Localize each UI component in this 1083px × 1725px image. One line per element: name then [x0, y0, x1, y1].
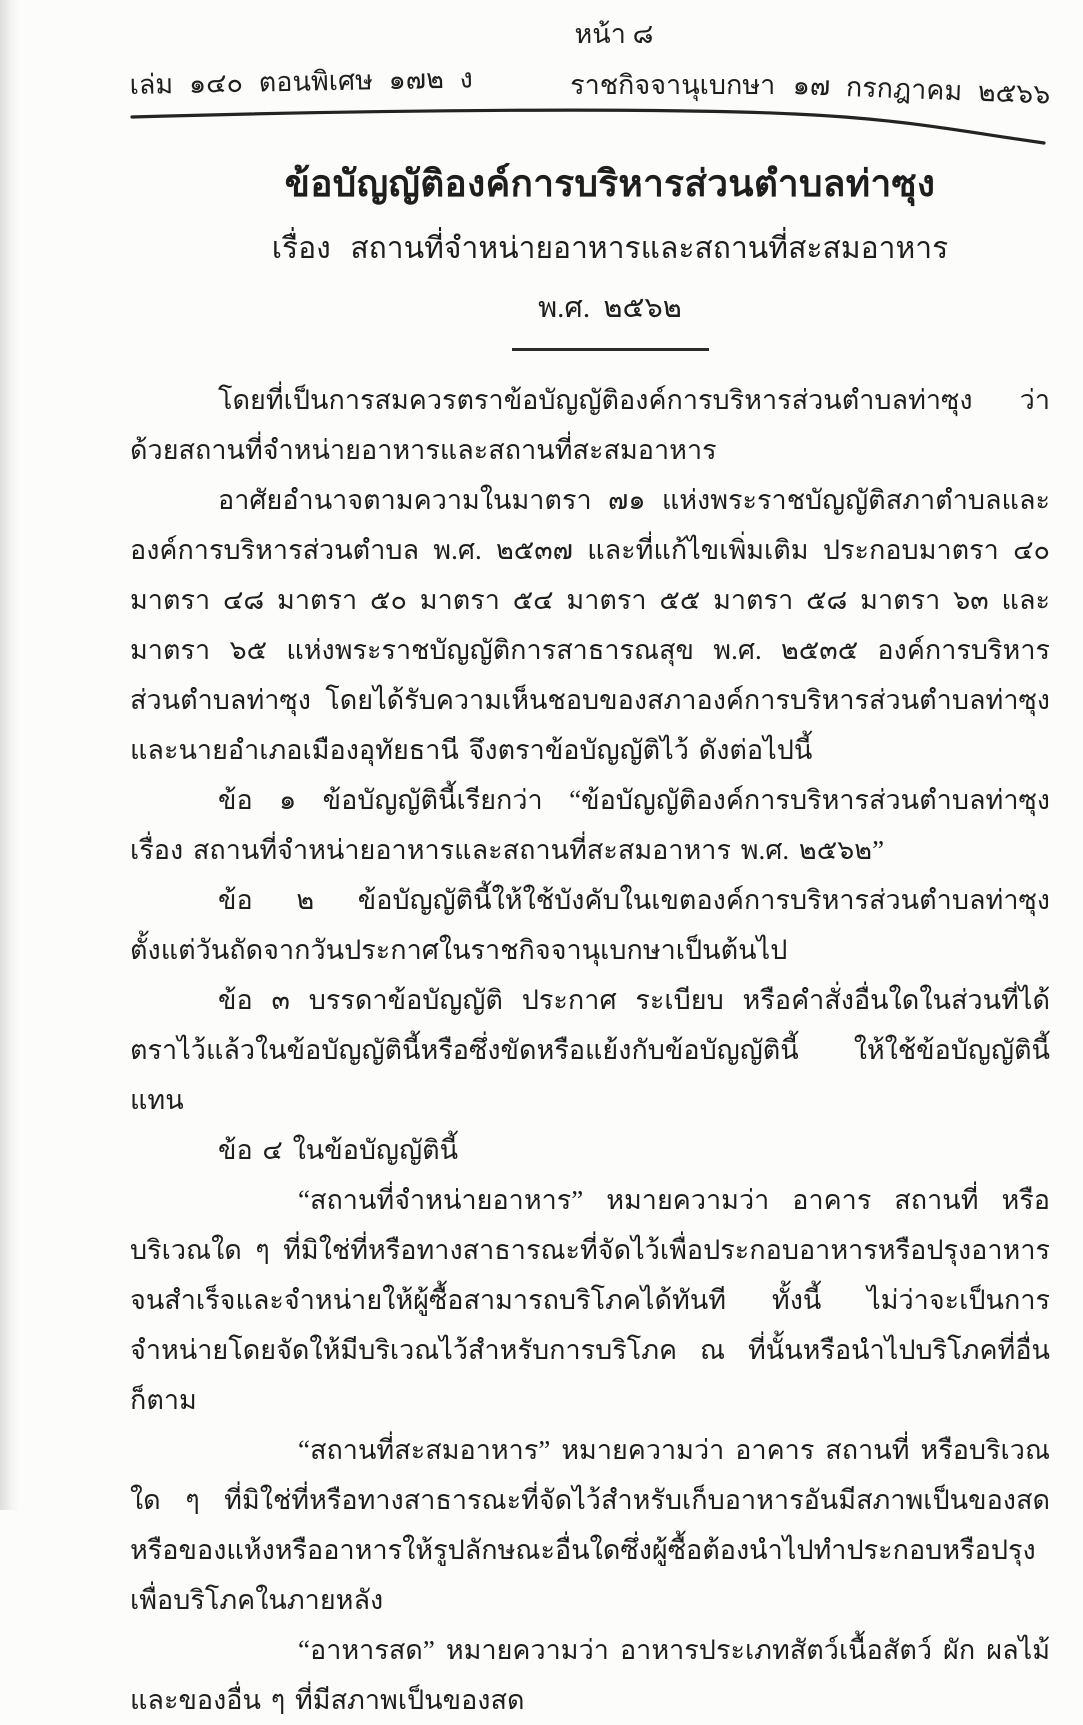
- article-4-definitions-clause: ข้อ ๔ ในข้อบัญญัตินี้: [218, 1135, 459, 1165]
- definition-food-selling-place: “สถานที่จำหน่ายอาหาร” หมายความว่า อาคาร สถานที่ หรือบริเวณใด ๆ ที่มิใช่ที่หรือทางสาธารณะที่จัดไว้เพื่อประกอบอาหารหรือปรุงอาหารจนสำเร็จและจำหน่ายให้ผู้ซื้อสามารถบริโภคได้ทันที ทั้งนี้ ไม่ว่าจะเป็นการจำหน่ายโดยจัดให้มีบริเวณไว้สำหรับการบริโภค ณ ที่นั้นหรือนำไปบริโภคที่อื่นก็ตาม: [130, 1185, 1050, 1415]
- article-3-repeal-clause: ข้อ ๓ บรรดาข้อบัญญัติ ประกาศ ระเบียบ หรือคำสั่งอื่นใดในส่วนที่ได้ตราไว้แล้วในข้อบัญญัตินี้หรือซึ่งขัดหรือแย้งกับข้อบัญญัตินี้ ให้ใช้ข้อบัญญัตินี้แทน: [130, 985, 1050, 1115]
- authority-paragraph: อาศัยอำนาจตามความในมาตรา ๗๑ แห่งพระราชบัญญัติสภาตำบลและองค์การบริหารส่วนตำบล พ.ศ. ๒๕๓๗ และที่แก้ไขเพิ่มเติม ประกอบมาตรา ๔๐ มาตรา ๔๘ มาตรา ๕๐ มาตรา ๕๔ มาตรา ๕๕ มาตรา ๕๘ มาตรา ๖๓ และมาตรา ๖๕ แห่งพระราชบัญญัติการสาธารณสุข พ.ศ. ๒๕๓๕ องค์การบริหารส่วนตำบลท่าซุง โดยได้รับความเห็นชอบของสภาองค์การบริหารส่วนตำบลท่าซุง และนายอำเภอเมืองอุทัยธานี จึงตราข้อบัญญัติไว้ ดังต่อไปนี้: [130, 485, 1050, 765]
- title-divider-line: [512, 348, 709, 351]
- gazette-name: ราชกิจจานุเบกษา: [570, 70, 776, 100]
- volume-issue-label: เล่ม ๑๔๐ ตอนพิเศษ ๑๗๒ ง: [129, 63, 474, 101]
- ordinance-title: ข้อบัญญัติองค์การบริหารส่วนตำบลท่าซุง: [284, 164, 936, 205]
- definition-fresh-food: “อาหารสด” หมายความว่า อาหารประเภทสัตว์เนื้อสัตว์ ผัก ผลไม้ และของอื่น ๆ ที่มีสภาพเป็นของสด: [130, 1635, 1050, 1715]
- title-block: [130, 154, 1050, 351]
- gazette-header: [130, 12, 1050, 150]
- page-number: หน้า ๘: [574, 19, 654, 49]
- definition-food-storage-place: “สถานที่สะสมอาหาร” หมายความว่า อาคาร สถานที่ หรือบริเวณใด ๆ ที่มิใช่ที่หรือทางสาธารณะที่จัดไว้สำหรับเก็บอาหารอันมีสภาพเป็นของสดหรือของแห้งหรืออาหารให้รูปลักษณะอื่นใดซึ่งผู้ซื้อต้องนำไปทำประกอบหรือปรุงเพื่อบริโภคในภายหลัง: [130, 1435, 1050, 1615]
- ordinance-body: [130, 375, 1050, 1725]
- article-1-name-clause: ข้อ ๑ ข้อบัญญัตินี้เรียกว่า “ข้อบัญญัติองค์การบริหารส่วนตำบลท่าซุง เรื่อง สถานที่จำหน่ายอาหารและสถานที่สะสมอาหาร พ.ศ. ๒๕๖๒”: [130, 785, 1050, 865]
- ordinance-year: พ.ศ. ๒๕๖๒: [538, 292, 682, 324]
- preamble-paragraph: โดยที่เป็นการสมควรตราข้อบัญญัติองค์การบริหารส่วนตำบลท่าซุง ว่าด้วยสถานที่จำหน่ายอาหารและสถานที่สะสมอาหาร: [130, 385, 1050, 465]
- document-page: [130, 0, 1050, 1725]
- publication-date: ๑๗ กรกฎาคม ๒๕๖๖: [792, 70, 1052, 110]
- gazette-header-row: [129, 63, 1052, 110]
- scan-edge-shadow: [0, 0, 20, 1510]
- ordinance-subject: เรื่อง สถานที่จำหน่ายอาหารและสถานที่สะสมอาหาร: [271, 232, 949, 265]
- article-2-effective-clause: ข้อ ๒ ข้อบัญญัตินี้ให้ใช้บังคับในเขตองค์การบริหารส่วนตำบลท่าซุง ตั้งแต่วันถัดจากวันประกาศในราชกิจจานุเบกษาเป็นต้นไป: [130, 885, 1050, 965]
